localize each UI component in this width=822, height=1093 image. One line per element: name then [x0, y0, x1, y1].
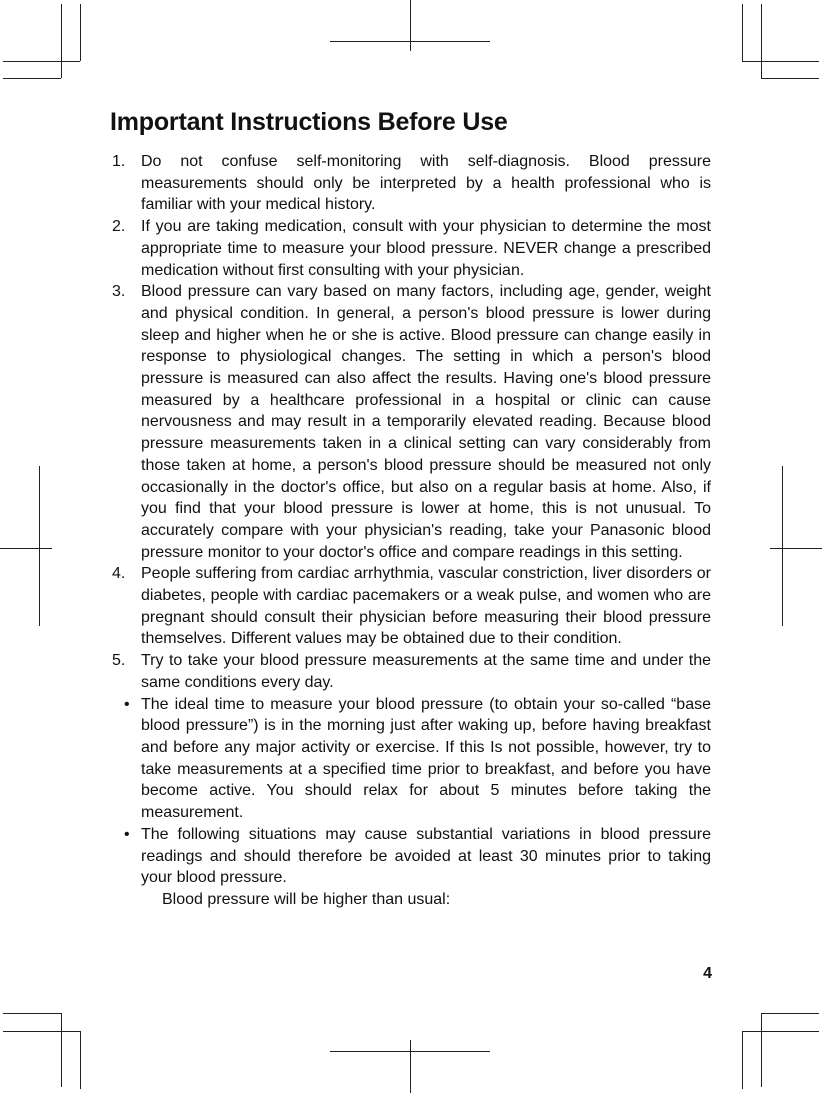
instruction-list — [110, 151, 711, 694]
registration-mark — [0, 548, 52, 549]
page-number: 4 — [703, 965, 712, 982]
crop-mark — [3, 1031, 80, 1032]
list-item — [110, 563, 711, 650]
item-number: 3. — [112, 283, 126, 301]
crop-mark — [61, 1013, 62, 1087]
item-number: 5. — [112, 652, 126, 670]
crop-mark — [61, 4, 62, 78]
bullet-icon: • — [124, 825, 130, 843]
registration-mark — [410, 0, 411, 51]
item-text: Do not confuse self-monitoring with self-diagnosis. Blood pressure measurements should only be interpreted by a health professional who is familiar with your medical history. — [141, 153, 711, 214]
item-text: People suffering from cardiac arrhythmia, vascular constriction, liver disorders or diabetes, people with cardiac pacemakers or a weak pulse, and women who are pregnant should consult their physician before measuring their blood pressure themselves. Different values may be obtained due to their condition. — [141, 565, 711, 648]
item-text: Blood pressure can vary based on many factors, including age, gender, weight and physical condition. In general, a person's blood pressure is lower during sleep and higher when he or she is active. Blood pressure can change easily in response to physiological changes. The setting in which a person's blood pressure is measured can also affect the results. Having one's blood pressure measured by a healthcare professional in a hospital or clinic can cause nervousness and may result in a temporarily elevated reading. Because blood pressure measurements taken in a clinical setting can vary considerably from those taken at home, a person's blood pressure should be measured not only occasionally in the doctor's office, but also on a regular basis at home. Also, if you find that your blood pressure is lower at home, this is not unusual. To accurately compare with your physician's reading, take your Panasonic blood pressure monitor to your doctor's office and compare readings in this setting. — [141, 283, 711, 561]
registration-mark — [410, 1040, 411, 1093]
bullet-text: The ideal time to measure your blood pressure (to obtain your so-called “base blood pressure”) is in the morning just after waking up, before having breakfast and before any major activity or exercise. If this Is not possible, however, try to take measurements at a specified time prior to breakfast, and before you have become active. You should relax for about 5 minutes before taking the measurement. — [141, 695, 711, 822]
bullet-icon: • — [124, 695, 130, 713]
item-number: 2. — [112, 218, 126, 236]
crop-mark — [3, 78, 61, 79]
list-item — [110, 151, 711, 216]
crop-mark — [761, 4, 762, 78]
item-number: 4. — [112, 565, 126, 583]
crop-mark — [3, 61, 80, 62]
list-item — [110, 216, 711, 281]
bullet-text: The following situations may cause substantial variations in blood pressure readings and should therefore be avoided at least 30 minutes prior to taking your blood pressure. — [141, 825, 711, 887]
item-text: If you are taking medication, consult with your physician to determine the most appropriate time to measure your blood pressure. NEVER change a prescribed medication without first consulting with your physician. — [141, 218, 711, 279]
bullet-item — [110, 694, 711, 824]
page-title: Important Instructions Before Use — [110, 108, 508, 136]
subheading: Blood pressure will be higher than usual: — [162, 890, 451, 908]
item-number: 1. — [112, 153, 126, 170]
crop-mark — [3, 1013, 61, 1014]
crop-mark — [742, 1031, 819, 1032]
crop-mark — [742, 61, 819, 62]
crop-mark — [80, 4, 81, 61]
list-item — [110, 650, 711, 693]
item-text: Try to take your blood pressure measurements at the same time and under the same conditions every day. — [141, 652, 711, 691]
registration-mark — [782, 466, 783, 626]
crop-mark — [80, 1031, 81, 1089]
crop-mark — [761, 1013, 819, 1014]
page-content — [110, 108, 711, 911]
bullet-list — [110, 694, 711, 911]
crop-mark — [761, 1013, 762, 1087]
crop-mark — [761, 78, 819, 79]
crop-mark — [742, 1031, 743, 1089]
registration-mark — [770, 548, 822, 549]
crop-mark — [742, 4, 743, 61]
registration-mark — [39, 466, 40, 626]
list-item — [110, 281, 711, 563]
bullet-item — [110, 824, 711, 911]
